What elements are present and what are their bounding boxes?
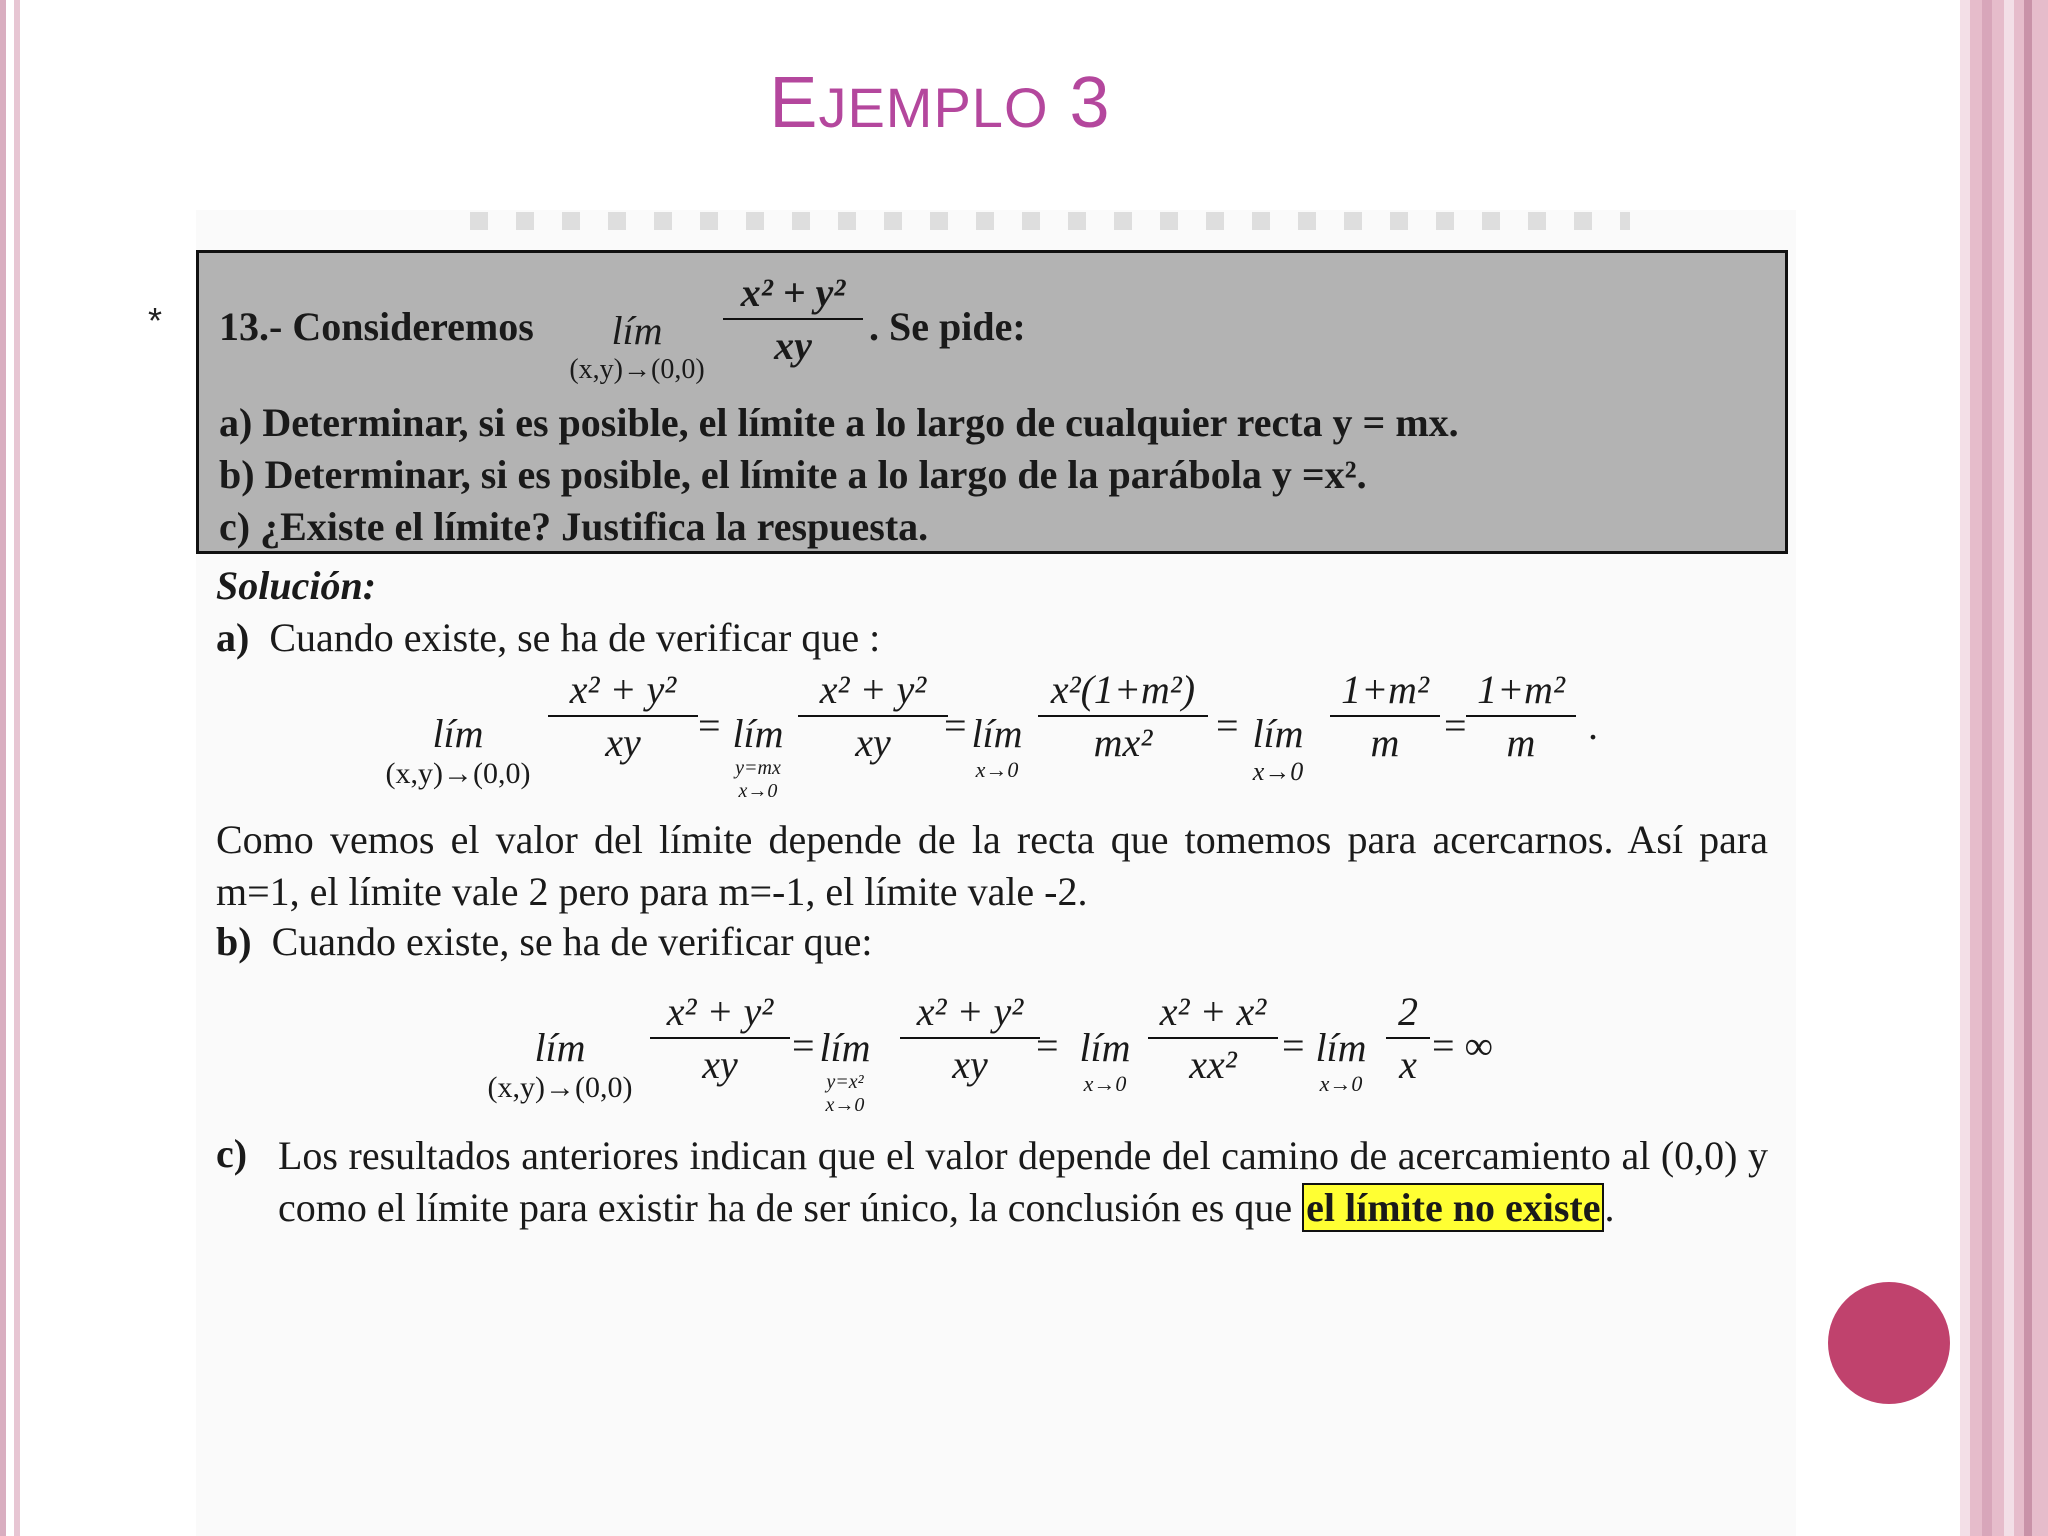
solution-heading: Solución:	[216, 563, 377, 608]
bullet-marker: *	[148, 300, 163, 341]
problem-part-b: b) Determinar, si es posible, el límite a lo largo de la parábola y =x².	[219, 452, 1367, 497]
problem-part-a: a) Determinar, si es posible, el límite a lo largo de cualquier recta y = mx.	[219, 400, 1459, 445]
decorative-circle	[1828, 1282, 1950, 1404]
slide-title: EJEMPLO 3	[769, 63, 1111, 143]
problem-se-pide: . Se pide:	[869, 304, 1026, 349]
problem-box	[196, 250, 1788, 554]
equation-a: lím (x,y)→(0,0) x² + y² xy = lím y=mx x→0 x² + y² xy = lím x→0 x²(1+m²) mx² = lím x→0 1+m² m = 1+m² m .	[385, 667, 1598, 802]
solution-a-line: a) Cuando existe, se ha de verificar que :	[216, 615, 881, 660]
problem-limit: lím (x,y)→(0,0)	[569, 308, 705, 385]
right-border	[1960, 0, 2048, 1536]
problem-part-c: c) ¿Existe el límite? Justifica la respuesta.	[219, 504, 929, 549]
solution-a-comment: Como vemos el valor del límite depende de la recta que tomemos para acercarnos. Así para m=1, el límite vale 2 pero para m=-1, el límite vale -2.	[216, 817, 1768, 914]
problem-fraction: x² + y² xy	[723, 269, 863, 369]
solution-c-text: Los resultados anteriores indican que el valor depende del camino de acercamiento al (0,0) y como el límite para existir ha de ser único, la conclusión es que el límite no existe .	[278, 1133, 1768, 1230]
solution-b-line: b) Cuando existe, se ha de verificar que:	[216, 919, 873, 964]
solution-c-label: c)	[216, 1131, 248, 1176]
left-border-line	[0, 0, 6, 1536]
left-border-line-inner	[14, 0, 20, 1536]
problem-intro: 13.- Consideremos	[219, 304, 534, 349]
conclusion-highlight: el límite no existe	[1302, 1183, 1604, 1232]
faint-scan-text	[470, 212, 1630, 230]
equation-b: lím (x,y)→(0,0) x² + y² xy = lím y=x² x→0 x² + y² xy = lím x→0 x² + x² xx² = lím x→0 2 x = ∞	[487, 989, 1494, 1116]
